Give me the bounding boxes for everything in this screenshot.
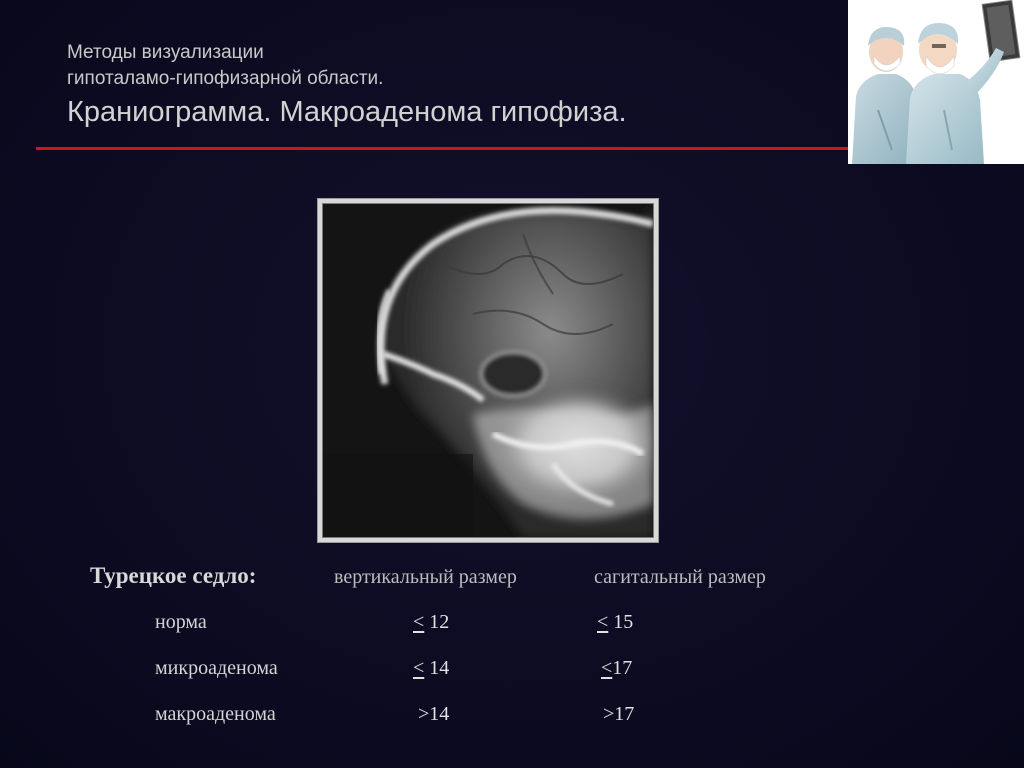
cell-value: 17 bbox=[614, 703, 635, 725]
slide-subtitle bbox=[67, 40, 383, 92]
cell-value: 12 bbox=[424, 611, 450, 633]
skull-xray-image bbox=[322, 203, 654, 538]
comparison-sign: < bbox=[601, 657, 613, 679]
table-cell-vertical bbox=[418, 703, 449, 726]
table-cell-vertical bbox=[413, 657, 449, 680]
comparison-sign: < bbox=[597, 611, 609, 633]
table-cell-vertical bbox=[413, 611, 449, 634]
table-cell-sagittal bbox=[597, 611, 633, 634]
comparison-sign: > bbox=[603, 703, 615, 725]
cell-value: 15 bbox=[608, 611, 634, 633]
skull-xray-graphic bbox=[323, 204, 653, 537]
table-cell-sagittal bbox=[601, 657, 632, 680]
table-cell-sagittal bbox=[603, 703, 634, 726]
doctors-illustration bbox=[848, 0, 1024, 164]
cell-value: 14 bbox=[429, 703, 450, 725]
xray-image-frame bbox=[317, 198, 659, 543]
table-heading: Турецкое седло: bbox=[90, 563, 257, 588]
slide-title: Краниограмма. Макроаденома гипофиза. bbox=[67, 96, 627, 128]
title-divider bbox=[36, 147, 866, 150]
cell-value: 17 bbox=[612, 657, 633, 679]
cell-value: 14 bbox=[424, 657, 450, 679]
subtitle-line-1: Методы визуализации bbox=[67, 42, 264, 63]
table-row-label: норма bbox=[155, 611, 207, 633]
table-row-label: микроаденома bbox=[155, 657, 278, 679]
table-row-label: макроаденома bbox=[155, 703, 276, 725]
comparison-sign: > bbox=[418, 703, 430, 725]
comparison-sign: < bbox=[413, 611, 425, 633]
comparison-sign: < bbox=[413, 657, 425, 679]
column-header-sagittal: сагитальный размер bbox=[594, 566, 766, 588]
column-header-vertical: вертикальный размер bbox=[334, 566, 517, 588]
subtitle-line-2: гипоталамо-гипофизарной области. bbox=[67, 68, 384, 89]
